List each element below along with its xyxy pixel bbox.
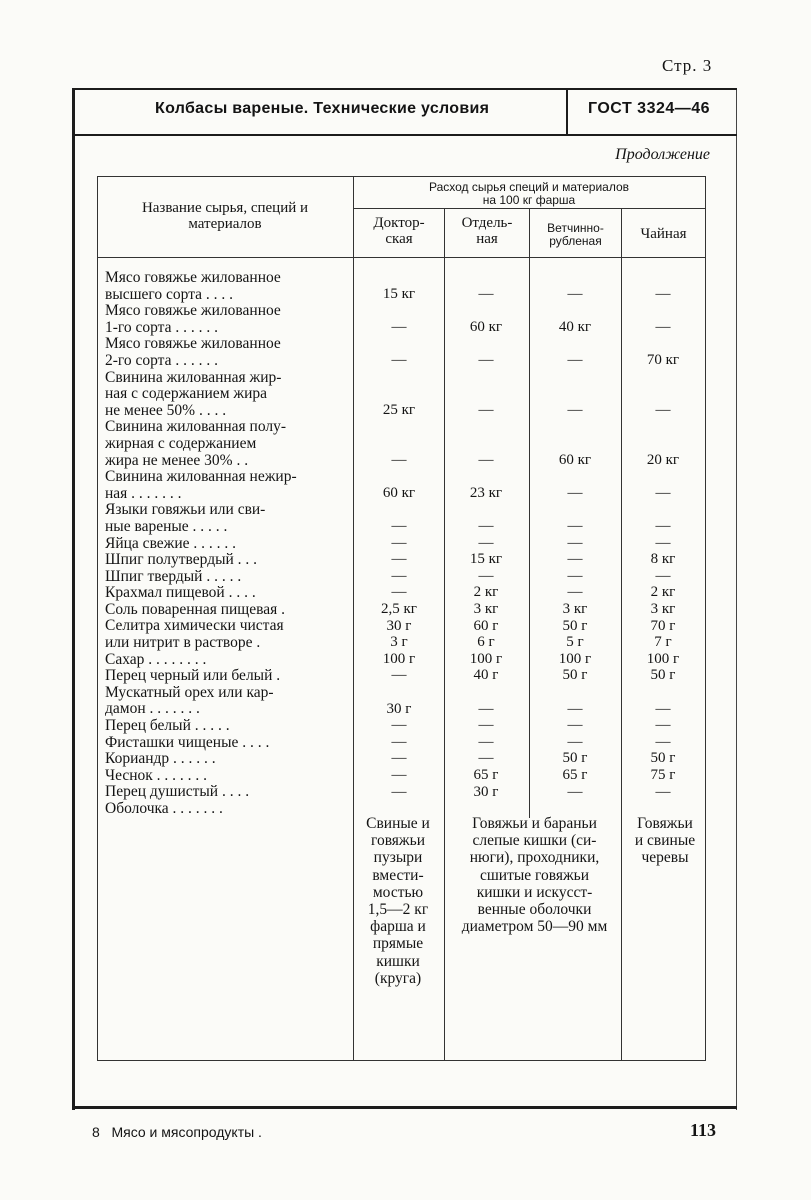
name-header-line: материалов [188, 216, 262, 232]
table-left-rule [97, 176, 98, 1061]
cell-chaynaya: — [655, 733, 671, 750]
ingredient-name-line: Перец душистый . . . . [105, 784, 250, 801]
cell-otdelnaya: — [478, 518, 494, 534]
cell-otdelnaya: 100 г [469, 650, 503, 667]
cell-chaynaya: — [655, 783, 671, 800]
casing-line: черевы [641, 849, 689, 867]
cell-otdelnaya: — [478, 567, 494, 584]
footer-page-number: 113 [690, 1120, 717, 1140]
ingredient-name-line: Селитра химически чистая [105, 618, 284, 635]
casing-line: слепые кишки (си- [472, 832, 597, 850]
column-header-line: Отдель- [461, 215, 513, 231]
ingredient-name-line: не менее 50% . . . . [105, 402, 227, 419]
column-header-chaynaya [622, 226, 705, 242]
cell-vetchinno: — [567, 584, 583, 601]
casing-otdelnaya-vetchinno [446, 815, 623, 935]
ingredient-name-line: Яйца свежие . . . . . . [105, 535, 237, 552]
column-header-doktorskaya [354, 215, 444, 247]
cell-doktorskaya: 15 кг [382, 285, 416, 302]
cell-otdelnaya: — [478, 352, 494, 368]
cell-otdelnaya: — [478, 717, 494, 734]
frame-left-rule [72, 88, 75, 1110]
column-header-line: Чайная [640, 226, 687, 242]
cell-chaynaya: — [655, 700, 671, 717]
cell-vetchinno: 50 г [562, 750, 588, 767]
cell-chaynaya: — [655, 401, 671, 418]
casing-chaynaya [622, 815, 708, 867]
cell-doktorskaya: — [391, 451, 407, 468]
casing-line: (круга) [374, 969, 422, 987]
cell-doktorskaya: — [391, 667, 407, 684]
ingredient-name-line: Перец черный или белый . [105, 668, 281, 685]
group-column-header [356, 181, 702, 207]
cell-chaynaya: 8 кг [650, 551, 676, 568]
group-header-line: на 100 кг фарша [482, 193, 576, 207]
cell-doktorskaya: — [391, 518, 407, 534]
cell-otdelnaya: 60 кг [469, 318, 503, 335]
cell-chaynaya: — [655, 285, 671, 302]
ingredient-name-line: Свинина жилованная жир- [105, 369, 282, 386]
cell-chaynaya: 75 г [650, 767, 676, 783]
column-rule-2 [529, 208, 530, 818]
cell-vetchinno: — [567, 700, 583, 717]
cell-chaynaya: — [655, 518, 671, 534]
ingredient-name-line: Шпиг твердый . . . . . [105, 568, 242, 585]
cell-doktorskaya: — [391, 567, 407, 584]
table-top-rule [97, 176, 705, 177]
ingredient-name-line: Оболочка . . . . . . . [105, 801, 223, 817]
casing-line: прямые [372, 935, 424, 953]
column-header-vetchinno-rublenaya [530, 222, 621, 248]
cell-doktorskaya: — [391, 717, 407, 734]
ingredient-name-line: Мясо говяжье жилованное [105, 270, 281, 286]
ingredient-name-line: жирная с содержанием [105, 435, 257, 452]
cell-vetchinno: — [567, 733, 583, 750]
ingredient-name-line: 2-го сорта . . . . . . [105, 352, 219, 369]
ingredient-name-line: Мясо говяжье жилованное [105, 336, 281, 353]
ingredient-name-line: Соль поваренная пищевая . [105, 601, 285, 618]
cell-doktorskaya: — [391, 750, 407, 767]
cell-doktorskaya: — [391, 733, 407, 750]
cell-otdelnaya: 2 кг [473, 584, 499, 601]
cell-doktorskaya: 30 г [386, 617, 412, 634]
casing-line: Говяжьи и бараньи [472, 815, 597, 832]
cell-otdelnaya: — [478, 401, 494, 418]
ingredient-name-line: дамон . . . . . . . [105, 701, 200, 718]
cell-otdelnaya: 6 г [477, 634, 495, 651]
cell-chaynaya: 70 кг [646, 352, 680, 368]
casing-line: сшитые говяжьи [479, 866, 590, 884]
cell-chaynaya: 3 кг [650, 601, 676, 617]
name-column-header [100, 200, 350, 232]
group-header-line: Расход сырья специй и материалов [428, 180, 630, 194]
ingredient-name-line: Перец белый . . . . . [105, 718, 230, 735]
footer-collection-title: 8 Мясо и мясопродукты . [92, 1124, 262, 1140]
cell-otdelnaya: — [478, 534, 494, 551]
cell-vetchinno: 50 г [562, 617, 588, 634]
cell-vetchinno: — [567, 783, 583, 800]
cell-otdelnaya: 30 г [473, 783, 499, 800]
cell-otdelnaya: — [478, 451, 494, 468]
casing-line: мостью [372, 883, 424, 901]
cell-otdelnaya: 60 г [473, 617, 499, 634]
cell-vetchinno: 50 г [562, 667, 588, 684]
cell-chaynaya: 20 кг [646, 451, 680, 468]
ingredient-name-line: жира не менее 30% . . [105, 452, 249, 469]
page-number-top: Стр. 3 [662, 56, 713, 75]
ingredient-name-line: Крахмал пищевой . . . . [105, 585, 256, 602]
casing-line: венные оболочки [477, 901, 592, 919]
column-header-line: Доктор- [373, 215, 425, 231]
column-header-rule [97, 257, 705, 258]
ingredient-name-line: Шпиг полутвердый . . . [105, 552, 258, 569]
continuation-label: Продолжение [615, 146, 710, 163]
ingredient-names [105, 270, 353, 818]
ingredient-name-line: Кориандр . . . . . . [105, 751, 216, 768]
cell-chaynaya: — [655, 534, 671, 551]
header-bottom-rule [72, 134, 737, 136]
casing-line: кишки и искусст- [476, 883, 593, 901]
column-header-otdelnaya [445, 215, 529, 247]
cell-otdelnaya: — [478, 750, 494, 767]
table-bottom-rule [97, 1060, 705, 1061]
casing-line: фарша и [370, 918, 426, 936]
cell-vetchinno: 40 кг [558, 318, 592, 335]
header-divider [566, 88, 568, 135]
cell-otdelnaya: 15 кг [469, 551, 503, 568]
casing-line: и свиные [634, 832, 696, 850]
casing-line: 1,5—2 кг [367, 901, 429, 919]
document-title: Колбасы вареные. Технические условия [155, 100, 490, 117]
ingredient-name-line: Чеснок . . . . . . . [105, 767, 208, 784]
casing-line: Говяжьи [637, 815, 693, 832]
frame-top-rule [72, 88, 737, 90]
cell-doktorskaya: — [391, 534, 407, 551]
cell-chaynaya: — [655, 567, 671, 584]
gost-code: ГОСТ 3324—46 [588, 100, 711, 117]
cell-doktorskaya: — [391, 783, 407, 800]
cell-chaynaya: — [655, 717, 671, 734]
ingredient-name-line: ные вареные . . . . . [105, 518, 228, 535]
cell-chaynaya: — [655, 318, 671, 335]
ingredient-name-line: 1-го сорта . . . . . . [105, 319, 219, 336]
column-rule-1 [444, 208, 445, 1061]
cell-otdelnaya: 65 г [473, 767, 499, 783]
casing-line: вмести- [372, 866, 424, 884]
cell-otdelnaya: — [478, 700, 494, 717]
ingredient-name-line: Свинина жилованная полу- [105, 419, 287, 436]
ingredient-name-line: Свинина жилованная нежир- [105, 469, 297, 486]
table-right-rule [705, 176, 706, 1061]
cell-doktorskaya: 2,5 кг [381, 601, 417, 617]
cell-otdelnaya: 40 г [473, 667, 499, 684]
cell-vetchinno: 60 кг [558, 451, 592, 468]
cell-vetchinno: — [567, 534, 583, 551]
cell-vetchinno: — [567, 717, 583, 734]
column-header-line: рубленая [549, 234, 602, 248]
cell-otdelnaya: 23 кг [469, 484, 503, 501]
casing-line: пузыри [373, 849, 423, 867]
casing-line: кишки [376, 952, 420, 970]
ingredient-name-line: Мускатный орех или кар- [105, 684, 274, 701]
cell-doktorskaya: 30 г [386, 700, 412, 717]
cell-doktorskaya: — [391, 767, 407, 783]
ingredient-name-line: Сахар . . . . . . . . [105, 651, 207, 668]
cell-doktorskaya: 3 г [390, 634, 408, 651]
cell-doktorskaya: — [391, 352, 407, 368]
cell-vetchinno: — [567, 518, 583, 534]
casing-line: Свиные и [366, 815, 430, 832]
cell-chaynaya: 2 кг [650, 584, 676, 601]
cell-otdelnaya: — [478, 285, 494, 302]
cell-vetchinno: — [567, 567, 583, 584]
casing-line: нюги), проходники, [469, 849, 600, 867]
cell-otdelnaya: 3 кг [473, 601, 499, 617]
cell-vetchinno: — [567, 551, 583, 568]
cell-vetchinno: 65 г [562, 767, 588, 783]
cell-chaynaya: 100 г [646, 650, 680, 667]
cell-doktorskaya: 60 кг [382, 484, 416, 501]
cell-vetchinno: — [567, 401, 583, 418]
cell-doktorskaya: — [391, 318, 407, 335]
cell-vetchinno: 5 г [566, 634, 584, 651]
name-header-line: Название сырья, специй и [141, 200, 309, 216]
cell-otdelnaya: — [478, 733, 494, 750]
casing-line: диаметром 50—90 мм [461, 918, 608, 936]
cell-vetchinno: — [567, 484, 583, 501]
cell-chaynaya: 7 г [654, 634, 672, 651]
column-header-line: Ветчинно- [547, 221, 604, 235]
column-header-line: ская [385, 231, 413, 247]
cell-vetchinno: — [567, 285, 583, 302]
cell-chaynaya: 50 г [650, 667, 676, 684]
ingredient-name-line: высшего сорта . . . . [105, 286, 234, 303]
ingredient-name-line: ная с содержанием жира [105, 386, 268, 403]
frame-bottom-rule [72, 1106, 737, 1109]
casing-doktorskaya [352, 815, 444, 987]
cell-vetchinno: — [567, 352, 583, 368]
column-header-line: ная [476, 231, 498, 247]
cell-chaynaya: — [655, 484, 671, 501]
ingredient-name-line: или нитрит в растворе . [105, 635, 261, 652]
cell-doktorskaya: — [391, 584, 407, 601]
cell-doktorskaya: 25 кг [382, 401, 416, 418]
ingredient-name-line: Языки говяжьи или сви- [105, 502, 266, 519]
ingredient-name-line: Мясо говяжье жилованное [105, 303, 281, 320]
cell-vetchinno: 3 кг [562, 601, 588, 617]
ingredient-name-line: ная . . . . . . . [105, 485, 182, 502]
cell-doktorskaya: — [391, 551, 407, 568]
cell-vetchinno: 100 г [558, 650, 592, 667]
cell-chaynaya: 50 г [650, 750, 676, 767]
casing-line: говяжьи [370, 832, 426, 850]
cell-doktorskaya: 100 г [382, 650, 416, 667]
ingredient-name-line: Фисташки чищеные . . . . [105, 734, 270, 751]
cell-chaynaya: 70 г [650, 617, 676, 634]
frame-right-rule [736, 90, 737, 1110]
